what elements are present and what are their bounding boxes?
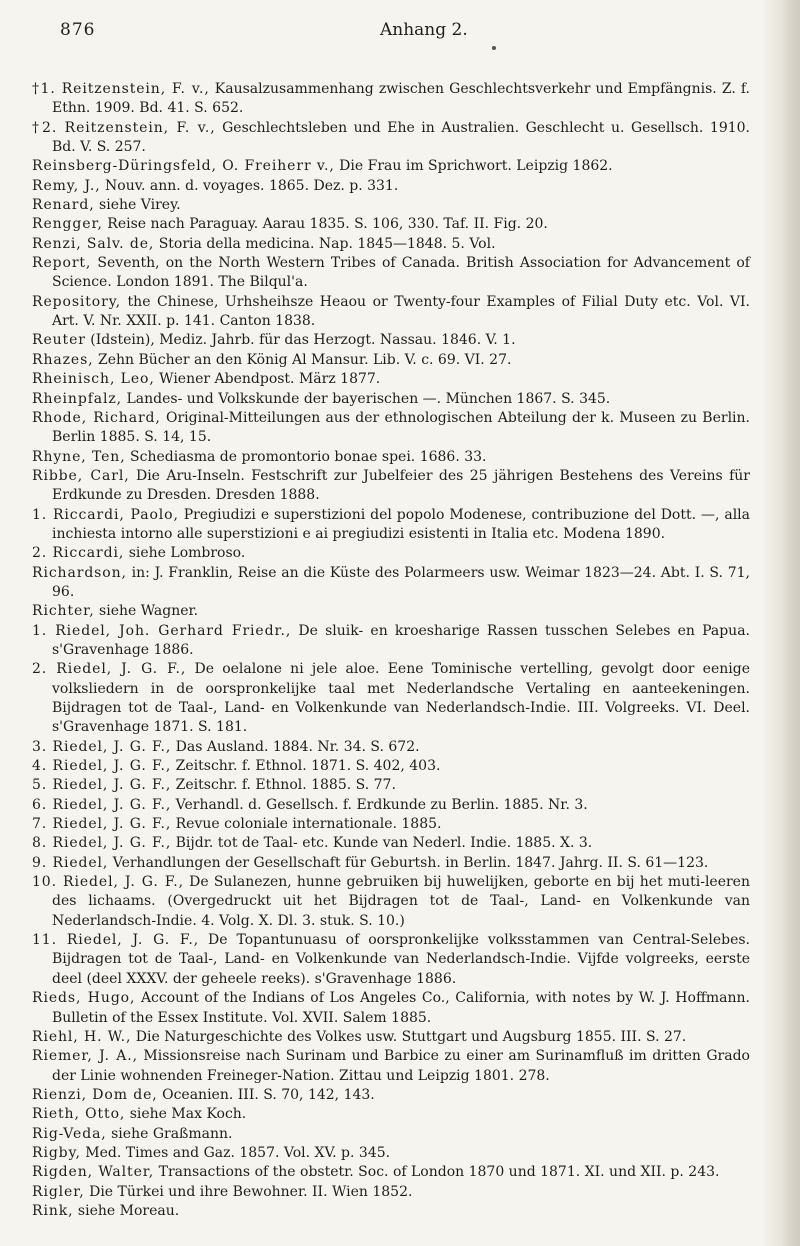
bibliography-list bbox=[32, 80, 750, 1221]
entry-citation: Die Türkei und ihre Bewohner. II. Wien 1852. bbox=[84, 1183, 413, 1200]
entry-citation: Missionsreise nach Surinam und Barbice zu einer am Surinamfluß im dritten Grado der Linie wohnenden Freineger-Nation. Zittau und Leipzig 1801. 278. bbox=[52, 1048, 750, 1084]
entry-author: 2. Riccardi, bbox=[32, 545, 125, 562]
entry-author: Riemer, J. A., bbox=[32, 1048, 138, 1065]
bibliography-entry bbox=[32, 834, 750, 853]
entry-author: Rigden, Walter, bbox=[32, 1164, 155, 1181]
bibliography-entry bbox=[32, 1086, 750, 1105]
entry-author: Ribbe, Carl, bbox=[32, 467, 130, 484]
entry-citation: Revue coloniale internationale. 1885. bbox=[171, 816, 442, 833]
entry-author: 8. Riedel, J. G. F., bbox=[32, 835, 172, 852]
entry-author: Renard, bbox=[32, 197, 95, 214]
bibliography-entry bbox=[32, 351, 750, 370]
entry-citation: De Topantunuasu of oorspronkelijke volksstammen van Central-Selebes. Bijdragen tot de Taal-, Land- en Volkenkunde van Nederlandsch-Indie. Vijfde volgreeks, eerste deel (deel XXXV. der geheele reeks). s'Gravenhage 1886. bbox=[52, 932, 750, 987]
bibliography-entry bbox=[32, 873, 750, 931]
bibliography-entry bbox=[32, 467, 750, 506]
bibliography-entry bbox=[32, 254, 750, 293]
entry-citation: Seventh, on the North Western Tribes of Canada. British Association for Advancement of Science. London 1891. The Bilqul'a. bbox=[52, 255, 750, 291]
bibliography-entry bbox=[32, 660, 750, 737]
entry-citation: De sluik- en kroesharige Rassen tusschen Selebes en Papua. s'Gravenhage 1886. bbox=[52, 622, 750, 658]
entry-author: Rink, bbox=[32, 1202, 74, 1219]
entry-citation: Die Frau im Sprichwort. Leipzig 1862. bbox=[334, 158, 613, 175]
entry-citation: siehe Lombroso. bbox=[124, 545, 246, 562]
entry-author: 9. Riedel, bbox=[32, 854, 109, 871]
bibliography-entry bbox=[32, 602, 750, 621]
bibliography-entry bbox=[32, 544, 750, 563]
entry-citation: De oelalone ni jele aloe. Eene Tominische vertelling, gevolgt door eenige volksliedern in de oorspronkelijke taal met Nederlandsche Vertaling en aanteekeningen. Bijdragen tot de Taal-, Land- en Volkenkunde van Nederlandsch-Indie. III. Volgreeks. VI. Deel. s'Gravenhage 1871. S. 181. bbox=[52, 661, 750, 736]
bibliography-entry bbox=[32, 448, 750, 467]
entry-author: 1. Riccardi, Paolo, bbox=[32, 506, 179, 523]
entry-citation: siehe Graßmann. bbox=[106, 1125, 233, 1142]
bibliography-entry bbox=[32, 1144, 750, 1163]
entry-citation: Med. Times and Gaz. 1857. Vol. XV. p. 345. bbox=[80, 1144, 391, 1161]
entry-author: Richter, bbox=[32, 603, 95, 620]
entry-author: 5. Riedel, J. G. F., bbox=[32, 777, 172, 794]
entry-citation: Schediasma de promontorio bonae spei. 1686. 33. bbox=[125, 448, 487, 465]
entry-citation: Original-Mitteilungen aus der ethnologischen Abteilung der k. Museen zu Berlin. Berlin 1885. S. 14, 15. bbox=[52, 409, 750, 446]
bibliography-entry bbox=[32, 293, 750, 332]
bibliography-entry bbox=[32, 331, 750, 350]
entry-citation: siehe Wagner. bbox=[94, 603, 199, 620]
bibliography-entry bbox=[32, 370, 750, 389]
entry-author: Rengger, bbox=[32, 216, 103, 233]
bibliography-entry bbox=[32, 390, 750, 409]
bibliography-entry bbox=[32, 215, 750, 234]
entry-author: Richardson, bbox=[32, 564, 127, 581]
page-number: 876 bbox=[60, 20, 96, 40]
bibliography-entry bbox=[32, 1125, 750, 1144]
facing-page-edge bbox=[764, 0, 800, 1246]
entry-author: Rhode, Richard, bbox=[32, 409, 161, 426]
entry-citation: Geschlechtsleben und Ehe in Australien. Geschlecht u. Gesellsch. 1910. Bd. V. S. 257. bbox=[52, 119, 751, 156]
entry-citation: Das Ausland. 1884. Nr. 34. S. 672. bbox=[171, 738, 420, 755]
entry-author: Rigler, bbox=[32, 1183, 85, 1200]
entry-citation: siehe Virey. bbox=[94, 197, 181, 214]
entry-author: Rigby, bbox=[32, 1144, 81, 1161]
entry-citation: Verhandl. d. Gesellsch. f. Erdkunde zu Berlin. 1885. Nr. 3. bbox=[171, 796, 588, 813]
entry-author: 4. Riedel, J. G. F., bbox=[32, 758, 172, 775]
entry-author: Rig-Veda, bbox=[32, 1125, 107, 1142]
entry-citation: siehe Max Koch. bbox=[125, 1106, 247, 1123]
printer-dot bbox=[492, 46, 496, 50]
entry-author: Reuter bbox=[32, 332, 86, 349]
entry-author: Repository, bbox=[32, 293, 122, 310]
bibliography-entry bbox=[32, 506, 750, 545]
entry-citation: Reise nach Paraguay. Aarau 1835. S. 106, 330. Taf. II. Fig. 20. bbox=[102, 216, 548, 233]
entry-citation: Die Naturgeschichte des Volkes usw. Stuttgart und Augsburg 1855. III. S. 27. bbox=[131, 1028, 687, 1045]
entry-author: Renzi, Salv. de, bbox=[32, 235, 155, 252]
running-head: Anhang 2. bbox=[380, 20, 468, 40]
bibliography-entry bbox=[32, 1105, 750, 1124]
entry-citation: Kausalzusammenhang zwischen Geschlechtsverkehr und Empfängnis. Z. f. Ethn. 1909. Bd. 41. S. 652. bbox=[52, 81, 750, 117]
entry-citation: Oceanien. III. S. 70, 142, 143. bbox=[157, 1086, 375, 1103]
entry-citation: Zehn Bücher an den König Al Mansur. Lib. V. c. 69. VI. 27. bbox=[93, 351, 512, 368]
entry-author: Report, bbox=[32, 255, 92, 272]
entry-author: Rieth, Otto, bbox=[32, 1106, 126, 1123]
entry-author: Remy, J., bbox=[32, 177, 101, 194]
entry-author: 2. Riedel, J. G. F., bbox=[32, 661, 187, 678]
entry-citation: siehe Moreau. bbox=[73, 1202, 180, 1219]
entry-author: Rheinisch, Leo, bbox=[32, 371, 155, 388]
entry-author: 10. Riedel, J. G. F., bbox=[32, 874, 184, 891]
bibliography-entry bbox=[32, 235, 750, 254]
bibliography-entry bbox=[32, 1183, 750, 1202]
entry-author: †2. Reitzenstein, F. v., bbox=[32, 119, 216, 136]
entry-citation: Wiener Abendpost. März 1877. bbox=[154, 371, 381, 388]
bibliography-entry bbox=[32, 1047, 750, 1086]
bibliography-entry bbox=[32, 1202, 750, 1221]
entry-author: Rienzi, Dom de, bbox=[32, 1086, 158, 1103]
entry-citation: Zeitschr. f. Ethnol. 1885. S. 77. bbox=[171, 777, 396, 794]
entry-citation: Transactions of the obstetr. Soc. of London 1870 und 1871. XI. und XII. p. 243. bbox=[154, 1164, 720, 1181]
entry-author: Rhazes, bbox=[32, 351, 94, 368]
entry-citation: Nouv. ann. d. voyages. 1865. Dez. p. 331. bbox=[100, 177, 399, 194]
entry-citation: Zeitschr. f. Ethnol. 1871. S. 402, 403. bbox=[171, 758, 441, 775]
entry-author: Rieds, Hugo, bbox=[32, 990, 136, 1007]
entry-citation: Account of the Indians of Los Angeles Co., California, with notes by W. J. Hoffmann. Bulletin of the Essex Institute. Vol. XVII. Salem 1885. bbox=[52, 990, 750, 1026]
entry-author: Rhyne, Ten, bbox=[32, 448, 126, 465]
entry-citation: Die Aru-Inseln. Festschrift zur Jubelfeier des 25 jährigen Bestehens des Vereins für Erdkunde zu Dresden. Dresden 1888. bbox=[52, 467, 750, 504]
entry-author: 1. Riedel, Joh. Gerhard Friedr., bbox=[32, 622, 292, 639]
bibliography-entry bbox=[32, 119, 750, 158]
bibliography-entry bbox=[32, 989, 750, 1028]
page-header bbox=[60, 14, 750, 44]
bibliography-entry bbox=[32, 738, 750, 757]
bibliography-entry bbox=[32, 854, 750, 873]
entry-citation: Verhandlungen der Gesellschaft für Geburtsh. in Berlin. 1847. Jahrg. II. S. 61—123. bbox=[108, 854, 709, 871]
entry-author: †1. Reitzenstein, F. v., bbox=[32, 81, 210, 97]
entry-citation: Storia della medicina. Nap. 1845—1848. 5. Vol. bbox=[154, 235, 496, 252]
entry-author: Riehl, H. W., bbox=[32, 1028, 132, 1045]
entry-citation: Pregiudizi e superstizioni del popolo Modenese, contribuzione del Dott. —, alla inchiesta intorno alle superstizioni e ai pregiudizi esistenti in Italia etc. Modena 1890. bbox=[52, 506, 750, 542]
entry-author: Rheinpfalz, bbox=[32, 390, 123, 407]
entry-author: 3. Riedel, J. G. F., bbox=[32, 738, 172, 755]
entry-citation: Landes- und Volkskunde der bayerischen —. München 1867. S. 345. bbox=[122, 390, 611, 407]
bibliography-entry bbox=[32, 157, 750, 176]
entry-author: Reinsberg-Düringsfeld, O. Freiherr v., bbox=[32, 158, 335, 175]
entry-citation: the Chinese, Urhsheihsze Heaou or Twenty-four Examples of Filial Duty etc. Vol. VI. Art. V. Nr. XXII. p. 141. Canton 1838. bbox=[52, 293, 750, 330]
bibliography-entry bbox=[32, 931, 750, 989]
entry-author: 7. Riedel, J. G. F., bbox=[32, 816, 172, 833]
bibliography-entry bbox=[32, 409, 750, 448]
bibliography-entry bbox=[32, 815, 750, 834]
bibliography-entry bbox=[32, 177, 750, 196]
bibliography-entry bbox=[32, 80, 750, 119]
bibliography-entry bbox=[32, 196, 750, 215]
entry-citation: (Idstein), Mediz. Jahrb. für das Herzogt. Nassau. 1846. V. 1. bbox=[85, 332, 516, 349]
entry-citation: Bijdr. tot de Taal- etc. Kunde van Nederl. Indie. 1885. X. 3. bbox=[171, 835, 593, 852]
bibliography-entry bbox=[32, 622, 750, 661]
entry-citation: De Sulanezen, hunne gebruiken bij huwelijken, geborte en bij het muti-leeren des lichaams. (Overgedruckt uit het Bijdragen tot de Taal-, Land- en Volkenkunde van Nederlandsch-Indie. 4. Volg. X. Dl. 3. stuk. S. 10.) bbox=[52, 874, 750, 929]
bibliography-entry bbox=[32, 796, 750, 815]
bibliography-entry bbox=[32, 776, 750, 795]
entry-author: 6. Riedel, J. G. F., bbox=[32, 796, 172, 813]
bibliography-entry bbox=[32, 1163, 750, 1182]
entry-citation: in: J. Franklin, Reise an die Küste des Polarmeers usw. Weimar 1823—24. Abt. I. S. 71, 96. bbox=[52, 564, 750, 600]
bibliography-entry bbox=[32, 757, 750, 776]
bibliography-entry bbox=[32, 1028, 750, 1047]
bibliography-entry bbox=[32, 564, 750, 603]
entry-author: 11. Riedel, J. G. F., bbox=[32, 932, 200, 949]
